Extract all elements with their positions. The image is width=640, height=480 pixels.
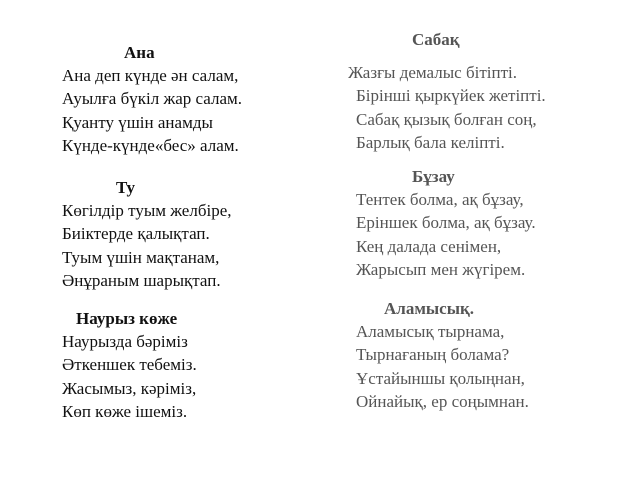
poem-title: Ту [116,178,135,197]
poem-line: Бірінші қыркүйек жетіпті. [356,86,546,106]
poem-line: Күнде-күнде«бес» алам. [62,135,239,155]
poem-line: Наурызда бәріміз [62,332,188,351]
poem-line: Аламысық тырнама, [356,322,505,341]
poem-line: Жасымыз, кәріміз, [62,378,197,398]
poem-line: Жазғы демалыс бітіпті. [348,63,517,82]
poem-line: Тырнағаның болама? [356,345,510,365]
poem-line: Көгілдір туым желбіре, [62,201,232,220]
poem-line: Ойнайық, ер соңымнан. [356,391,529,411]
poem-buzau [356,166,536,281]
poem-line: Қуанту үшін анамды [62,112,213,132]
poem-line: Ана деп күнде ән салам, [62,66,239,85]
poem-line: Барлық бала келіпті. [356,132,505,152]
poem-line: Көп көже ішеміз. [62,401,188,421]
poem-ana [62,42,242,157]
poem-line: Ұстайыншы қолыңнан, [356,368,525,388]
poem-sabak [348,29,546,154]
poem-line: Сабақ қызық болған соң, [356,109,537,129]
poem-title: Аламысық. [384,299,475,318]
poem-line: Биіктерде қалықтап. [62,224,210,244]
poem-title: Наурыз көже [76,309,178,328]
poem-line: Еріншек болма, ақ бұзау. [356,213,536,233]
poem-title: Бұзау [412,167,455,186]
poem-line: Әнұраным шарықтап. [62,270,221,290]
poem-line: Тентек болма, ақ бұзау, [356,190,524,209]
poem-nauryz-kozhe [62,308,197,423]
poem-alamysyk [356,298,529,413]
poem-tu [62,177,232,292]
poem-title: Сабақ [412,30,460,49]
poem-title: Ана [124,43,155,62]
poem-line: Әткеншек тебеміз. [62,355,197,375]
poem-line: Кең далада сенімен, [356,236,502,256]
poem-line: Жарысып мен жүгірем. [356,259,526,279]
poem-line: Ауылға бүкіл жар салам. [62,89,242,109]
poem-line: Туым үшін мақтанам, [62,247,220,267]
